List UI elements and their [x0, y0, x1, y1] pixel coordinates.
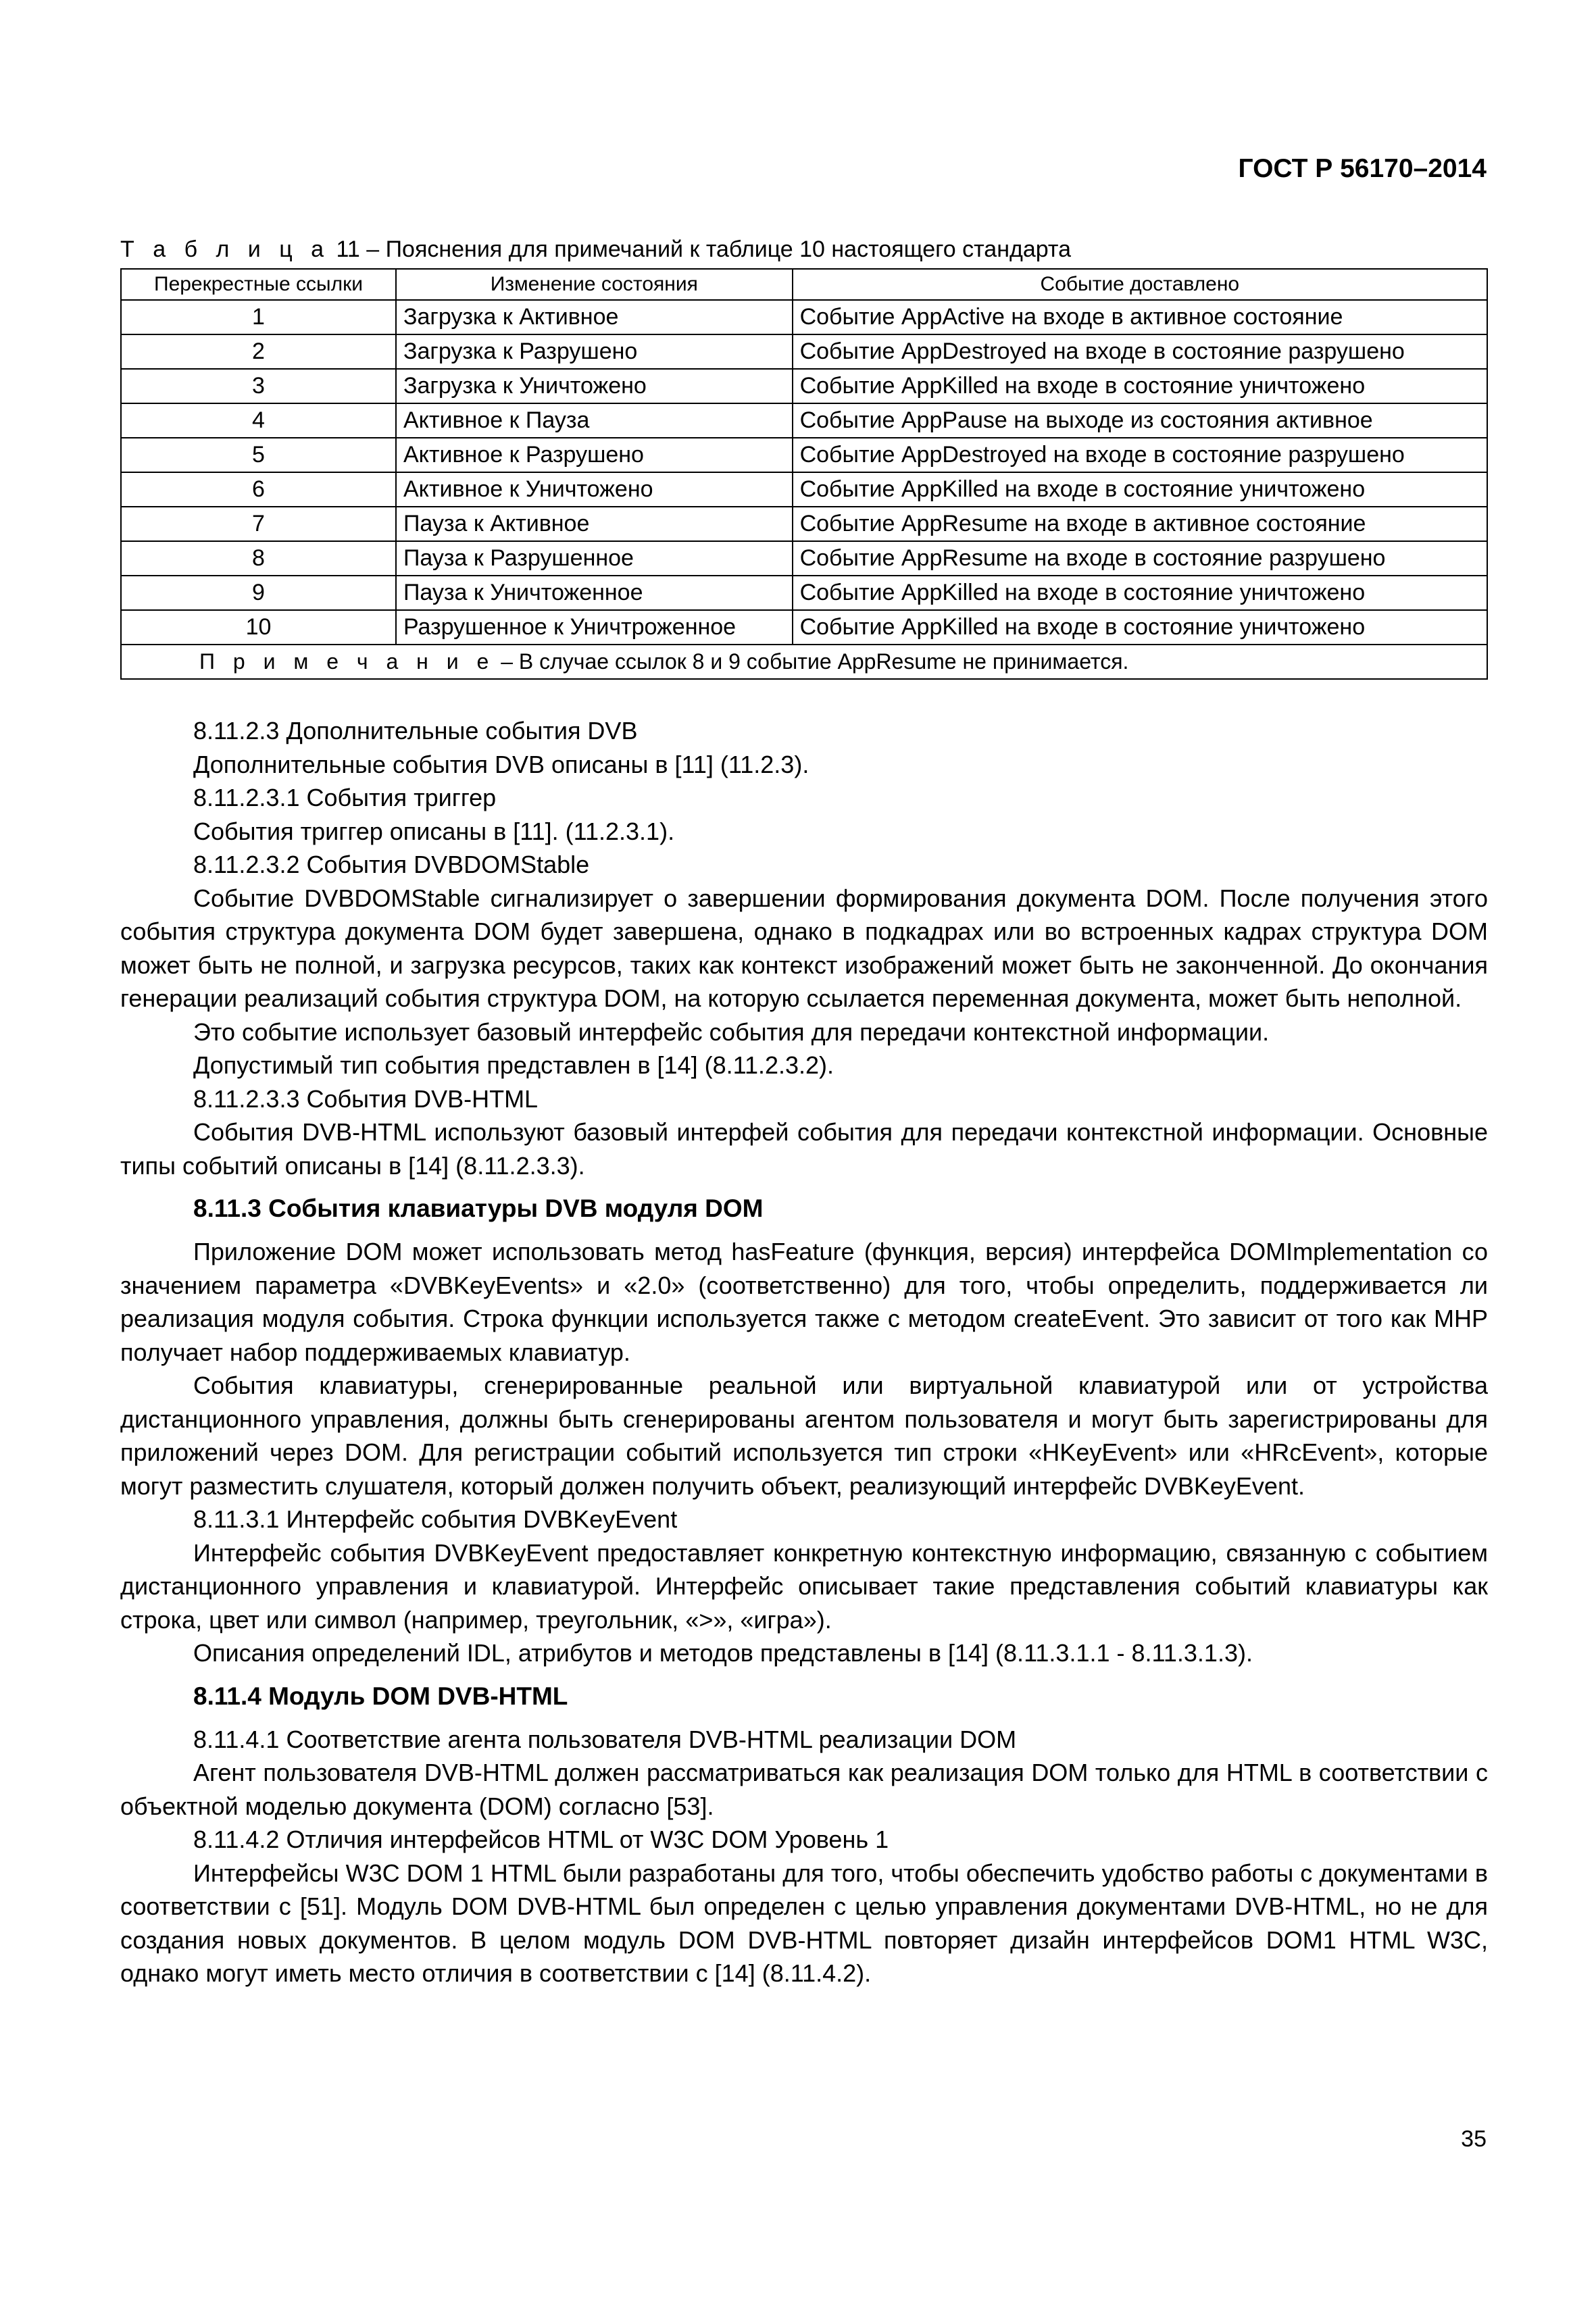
- paragraph: Событие DVBDOMStable сигнализирует о завершении формирования документа DOM. После получения этого события структура документа DOM будет завершена, однако в подкадрах или во встроенных кадрах структура DOM может быть не полной, и загрузка ресурсов, таких как контекст изображений может быть не законченной. До окончания генерации реализаций события структура DOM, на которую ссылается переменная документа, может быть неполной.: [120, 884, 1488, 1012]
- table-row: [121, 507, 1487, 541]
- state-cell: Активное к Уничтожено: [396, 472, 793, 507]
- table-row: [121, 403, 1487, 438]
- event-cell: Событие AppDestroyed на входе в состояние разрушено: [793, 334, 1487, 369]
- table-note-row: [121, 645, 1487, 679]
- table-row: [121, 576, 1487, 610]
- section-heading: 8.11.4 Модуль DOM DVB-HTML: [193, 1682, 568, 1710]
- column-header-cross-refs: Перекрестные ссылки: [121, 269, 396, 300]
- page-number: 35: [1461, 2126, 1487, 2152]
- event-cell: Событие AppResume на входе в активное состояние: [793, 507, 1487, 541]
- paragraph: События триггер описаны в [11]. (11.2.3.1).: [193, 817, 675, 845]
- state-cell: Пауза к Уничтоженное: [396, 576, 793, 610]
- column-header-state-change: Изменение состояния: [396, 269, 793, 300]
- table-row: [121, 610, 1487, 645]
- state-cell: Пауза к Активное: [396, 507, 793, 541]
- ref-cell: 3: [121, 369, 396, 403]
- column-header-event-delivered: Событие доставлено: [793, 269, 1487, 300]
- paragraph: Интерфейсы W3C DOM 1 HTML были разработаны для того, чтобы обеспечить удобство работы с документами в соответствии с [51]. Модуль DOM DVB-HTML был определен с целью управления документами DVB-HTML, но не для создания новых документов. В целом модуль DOM DVB-HTML повторяет дизайн интерфейсов DOM1 HTML W3C, однако могут иметь место отличия в соответствии с [14] (8.11.4.2).: [120, 1859, 1488, 1987]
- state-cell: Пауза к Разрушенное: [396, 541, 793, 576]
- ref-cell: 7: [121, 507, 396, 541]
- paragraph: События DVB-HTML используют базовый интерфей события для передачи контекстной информации. Основные типы событий описаны в [14] (8.11.2.3.3).: [120, 1118, 1488, 1180]
- event-cell: Событие AppResume на входе в состояние разрушено: [793, 541, 1487, 576]
- table-note: [121, 645, 1487, 679]
- paragraph: 8.11.4.2 Отличия интерфейсов HTML от W3C DOM Уровень 1: [193, 1826, 889, 1853]
- table-note-label: П р и м е ч а н и е: [199, 649, 495, 674]
- paragraph: 8.11.2.3.1 События триггер: [193, 784, 497, 811]
- paragraph: Описания определений IDL, атрибутов и методов представлены в [14] (8.11.3.1.1 - 8.11.3.1.3).: [193, 1639, 1253, 1667]
- event-cell: Событие AppPause на выходе из состояния активное: [793, 403, 1487, 438]
- paragraph: 8.11.3.1 Интерфейс события DVBKeyEvent: [193, 1505, 678, 1533]
- paragraph: Агент пользователя DVB-HTML должен рассматриваться как реализация DOM только для HTML в соответствии с объектной моделью документа (DOM) согласно [53].: [120, 1759, 1488, 1820]
- paragraph: 8.11.2.3.2 События DVBDOMStable: [193, 851, 590, 878]
- event-cell: Событие AppKilled на входе в состояние уничтожено: [793, 576, 1487, 610]
- explanation-table: [120, 268, 1488, 680]
- table-caption-text: 11 – Пояснения для примечаний к таблице 10 настоящего стандарта: [336, 236, 1072, 262]
- table-row: [121, 369, 1487, 403]
- table-caption-label: Т а б л и ц а: [120, 236, 330, 262]
- state-cell: Загрузка к Уничтожено: [396, 369, 793, 403]
- event-cell: Событие AppKilled на входе в состояние уничтожено: [793, 369, 1487, 403]
- paragraph: 8.11.2.3 Дополнительные события DVB: [193, 717, 638, 745]
- state-cell: Загрузка к Активное: [396, 300, 793, 334]
- state-cell: Разрушенное к Уничтроженное: [396, 610, 793, 645]
- section-heading: 8.11.3 События клавиатуры DVB модуля DOM: [193, 1194, 764, 1222]
- ref-cell: 9: [121, 576, 396, 610]
- ref-cell: 1: [121, 300, 396, 334]
- paragraph: События клавиатуры, сгенерированные реальной или виртуальной клавиатурой или от устройства дистанционного управления, должны быть сгенерированы агентом пользователя и могут быть зарегистрированы для приложений через DOM. Для регистрации событий используется тип строки «HKeyEvent» или «HRcEvent», которые могут разместить слушателя, который должен получить объект, реализующий интерфейс DVBKeyEvent.: [120, 1372, 1488, 1500]
- table-caption: [120, 236, 1071, 263]
- table-header-row: [121, 269, 1487, 300]
- paragraph: Приложение DOM может использовать метод hasFeature (функция, версия) интерфейса DOMImplementation со значением параметра «DVBKeyEvents» и «2.0» (соответственно) для того, чтобы определить, поддерживается ли реализация модуля события. Строка функции используется также с методом createEvent. Это зависит от того как MHP получает набор поддерживаемых клавиатур.: [120, 1238, 1488, 1366]
- ref-cell: 10: [121, 610, 396, 645]
- standard-header: ГОСТ Р 56170–2014: [1238, 154, 1487, 183]
- event-cell: Событие AppActive на входе в активное состояние: [793, 300, 1487, 334]
- table-row: [121, 541, 1487, 576]
- ref-cell: 4: [121, 403, 396, 438]
- paragraph: 8.11.4.1 Соответствие агента пользователя DVB-HTML реализации DOM: [193, 1725, 1017, 1753]
- state-cell: Загрузка к Разрушено: [396, 334, 793, 369]
- event-cell: Событие AppKilled на входе в состояние уничтожено: [793, 610, 1487, 645]
- table-row: [121, 438, 1487, 472]
- table-row: [121, 300, 1487, 334]
- event-cell: Событие AppKilled на входе в состояние уничтожено: [793, 472, 1487, 507]
- ref-cell: 2: [121, 334, 396, 369]
- body-text: [120, 714, 1488, 1990]
- paragraph: Интерфейс события DVBKeyEvent предоставляет конкретную контекстную информацию, связанную с событием дистанционного управления и клавиатурой. Интерфейс описывает такие представления событий клавиатуры как строка, цвет или символ (например, треугольник, «>», «игра»).: [120, 1538, 1488, 1634]
- table-row: [121, 472, 1487, 507]
- paragraph: 8.11.2.3.3 События DVB-HTML: [193, 1084, 539, 1113]
- ref-cell: 6: [121, 472, 396, 507]
- ref-cell: 8: [121, 541, 396, 576]
- state-cell: Активное к Разрушено: [396, 438, 793, 472]
- paragraph: Дополнительные события DVB описаны в [11] (11.2.3).: [193, 750, 809, 778]
- ref-cell: 5: [121, 438, 396, 472]
- paragraph: Это событие использует базовый интерфейс события для передачи контекстной информации.: [193, 1017, 1270, 1046]
- table-note-text: – В случае ссылок 8 и 9 событие AppResume не принимается.: [501, 649, 1129, 674]
- paragraph: Допустимый тип события представлен в [14] (8.11.2.3.2).: [193, 1051, 834, 1079]
- table-row: [121, 334, 1487, 369]
- state-cell: Активное к Пауза: [396, 403, 793, 438]
- event-cell: Событие AppDestroyed на входе в состояние разрушено: [793, 438, 1487, 472]
